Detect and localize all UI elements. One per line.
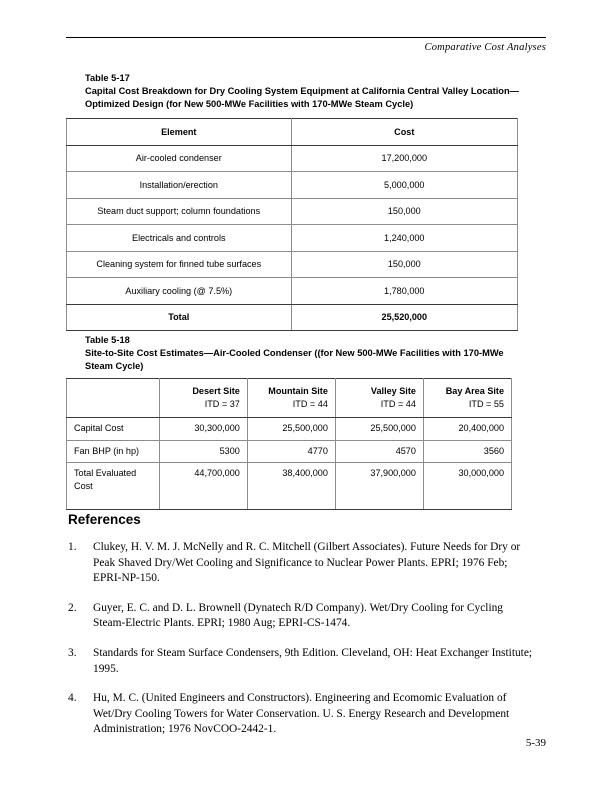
- cell-row-label: Capital Cost: [67, 418, 160, 441]
- cell-value: 20,400,000: [423, 418, 511, 441]
- header-rule: [66, 37, 546, 38]
- table-5-17: [66, 118, 518, 331]
- table-row: [67, 278, 518, 305]
- site-itd: ITD = 55: [468, 398, 504, 409]
- column-header-element: Element: [67, 119, 292, 146]
- cell-element: Air-cooled condenser: [67, 145, 292, 172]
- reference-marker: 3.: [68, 646, 77, 659]
- site-itd: ITD = 44: [380, 398, 416, 409]
- site-name: Mountain Site: [268, 386, 328, 396]
- table-row-header: [67, 379, 512, 418]
- reference-item: [68, 691, 538, 738]
- cell-value: 37,900,000: [335, 463, 423, 509]
- references-list: [68, 540, 538, 752]
- cell-element: Cleaning system for finned tube surfaces: [67, 251, 292, 278]
- cell-value: 25,500,000: [247, 418, 335, 441]
- column-header-mountain-site: [247, 379, 335, 418]
- table-row: [67, 418, 512, 441]
- table-row: [67, 225, 518, 252]
- table-5-17-title: Capital Cost Breakdown for Dry Cooling System Equipment at California Central Valley Location—Optimized Design (for New 500-MWe Facilities with 170-MWe Steam Cycle): [85, 86, 519, 110]
- column-header-desert-site: [159, 379, 247, 418]
- cell-element: Auxiliary cooling (@ 7.5%): [67, 278, 292, 305]
- reference-marker: 2.: [68, 601, 77, 614]
- reference-text: Standards for Steam Surface Condensers, 9th Edition. Cleveland, OH: Heat Exchanger Institute; 1995.: [93, 646, 533, 675]
- cell-value: 3560: [423, 440, 511, 463]
- cell-value: 38,400,000: [247, 463, 335, 509]
- table-5-17-caption: [85, 72, 527, 112]
- cell-cost: 150,000: [291, 198, 517, 225]
- cell-element: Electricals and controls: [67, 225, 292, 252]
- cell-element: Installation/erection: [67, 172, 292, 199]
- column-header-bay-area-site: [423, 379, 511, 418]
- table-5-17-number: Table 5-17: [85, 73, 130, 83]
- cell-value: 30,300,000: [159, 418, 247, 441]
- reference-text: Hu, M. C. (United Engineers and Constructors). Engineering and Ecomomic Evaluation of Wet/Dry Cooling Towers for Water Conservation. U. S. Energy Research and Development Administration; 1976 NovCOO-2442-1.: [93, 692, 510, 736]
- table-row: [67, 463, 512, 509]
- running-header-title: Comparative Cost Analyses: [424, 42, 546, 53]
- column-header-valley-site: [335, 379, 423, 418]
- site-itd: ITD = 44: [292, 398, 328, 409]
- table-row-total: [67, 304, 518, 331]
- reference-item: [68, 646, 538, 677]
- cell-cost: 150,000: [291, 251, 517, 278]
- table-5-18-caption: [85, 334, 527, 374]
- reference-marker: 4.: [68, 692, 77, 705]
- table-row-header: [67, 119, 518, 146]
- column-header-cost: Cost: [291, 119, 517, 146]
- table-row: [67, 251, 518, 278]
- cell-value: 30,000,000: [423, 463, 511, 509]
- cell-cost: 1,780,000: [291, 278, 517, 305]
- reference-marker: 1.: [68, 541, 77, 553]
- reference-text: Guyer, E. C. and D. L. Brownell (Dynatech R/D Company). Wet/Dry Cooling for Cycling Steam-Electric Plants. EPRI; 1980 Aug; EPRI-CS-1474.: [93, 601, 503, 630]
- cell-value: 4570: [335, 440, 423, 463]
- reference-text: Clukey, H. V. M. J. McNelly and R. C. Mitchell (Gilbert Associates). Future Needs for Dry or Peak Shaved Dry/Wet Cooling and Significance to Nuclear Power Plants. EPRI; 1976 Feb; EPRI-NP-150.: [93, 541, 521, 585]
- cell-total-label: Total: [67, 304, 292, 331]
- cell-row-label: Fan BHP (in hp): [67, 440, 160, 463]
- reference-item: [68, 601, 538, 632]
- site-name: Desert Site: [192, 386, 240, 396]
- reference-item: [68, 540, 538, 587]
- cell-row-label: Total Evaluated Cost: [67, 463, 160, 509]
- cell-cost: 1,240,000: [291, 225, 517, 252]
- cell-value: 4770: [247, 440, 335, 463]
- cell-cost: 17,200,000: [291, 145, 517, 172]
- cell-value: 5300: [159, 440, 247, 463]
- cell-value: 44,700,000: [159, 463, 247, 509]
- table-row: [67, 440, 512, 463]
- table-5-18: [66, 378, 512, 510]
- site-itd: ITD = 37: [204, 398, 240, 409]
- cell-cost: 5,000,000: [291, 172, 517, 199]
- site-name: Valley Site: [370, 386, 416, 396]
- cell-element: Steam duct support; column foundations: [67, 198, 292, 225]
- table-5-18-title: Site-to-Site Cost Estimates—Air-Cooled Condenser ((for New 500-MWe Facilities with 170-MWe Steam Cycle): [85, 348, 504, 372]
- references-heading: References: [68, 512, 141, 527]
- cell-value: 25,500,000: [335, 418, 423, 441]
- column-header-corner: [67, 379, 160, 418]
- page-number: 5-39: [525, 737, 546, 749]
- table-5-18-number: Table 5-18: [85, 335, 130, 345]
- table-row: [67, 172, 518, 199]
- site-name: Bay Area Site: [445, 386, 504, 396]
- table-row: [67, 198, 518, 225]
- table-row: [67, 145, 518, 172]
- cell-total-cost: 25,520,000: [291, 304, 517, 331]
